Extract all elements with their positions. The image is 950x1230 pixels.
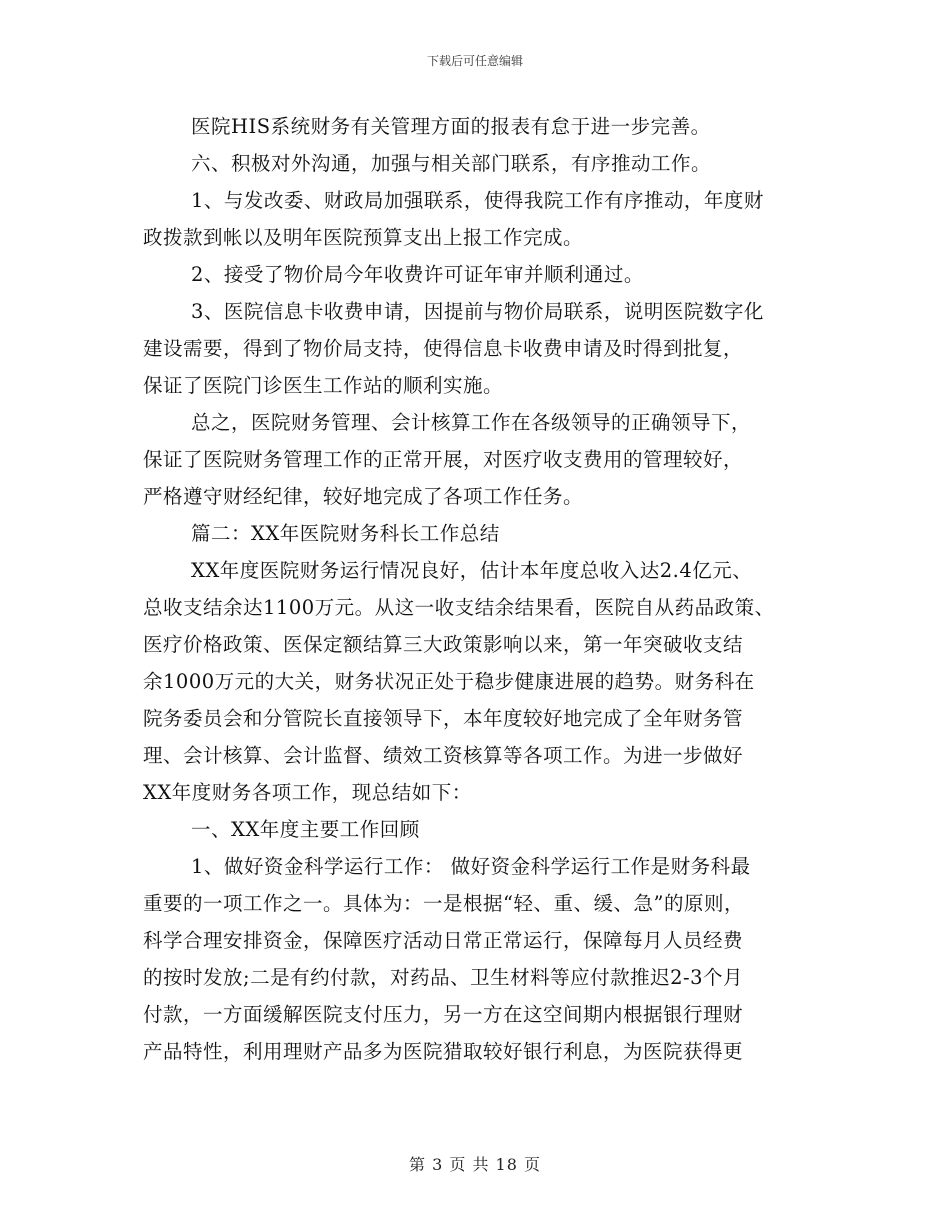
text-line: 保证了医院门诊医生工作站的顺利实施。: [143, 374, 504, 397]
text-line: 严格遵守财经纪律，较好地完成了各项工作任务。: [143, 485, 584, 508]
text-line: 总之，医院财务管理、会计核算工作在各级领导的正确领导下，: [191, 411, 752, 434]
text-line: 付款，一方面缓解医院支付压力，另一方在这空间期内根据银行理财: [143, 1003, 744, 1026]
text-line: 政拨款到帐以及明年医院预算支出上报工作完成。: [143, 226, 584, 249]
text-line: 一、XX年度主要工作回顾: [191, 818, 420, 841]
page-footer: 第 3 页 共 18 页: [409, 1155, 541, 1174]
text-line: 2、接受了物价局今年收费许可证年审并顺利通过。: [191, 263, 644, 286]
text-line: 1、做好资金科学运行工作： 做好资金科学运行工作是财务科最: [191, 855, 751, 878]
text-line: 3、医院信息卡收费申请，因提前与物价局联系，说明医院数字化: [191, 300, 764, 323]
text-line: 科学合理安排资金，保障医疗活动日常正常运行，保障每月人员经费: [143, 929, 744, 952]
text-line: 的按时发放;二是有约付款，对药品、卫生材料等应付款推迟2-3个月: [143, 966, 743, 989]
text-line: 医疗价格政策、医保定额结算三大政策影响以来，第一年突破收支结: [143, 633, 744, 656]
document-body: [143, 108, 823, 1070]
text-line: 院务委员会和分管院长直接领导下，本年度较好地完成了全年财务管: [143, 707, 744, 730]
text-line: XX年度财务各项工作，现总结如下：: [143, 781, 472, 804]
text-line: 篇二：XX年医院财务科长工作总结: [191, 522, 500, 545]
text-line: 理、会计核算、会计监督、绩效工资核算等各项工作。为进一步做好: [143, 744, 744, 767]
text-line: 1、与发改委、财政局加强联系，使得我院工作有序推动，年度财: [191, 189, 764, 212]
text-line: 六、积极对外沟通，加强与相关部门联系，有序推动工作。: [191, 152, 712, 175]
text-line: 医院HIS系统财务有关管理方面的报表有怠于进一步完善。: [191, 115, 711, 138]
text-line: 产品特性，利用理财产品多为医院猎取较好银行利息，为医院获得更: [143, 1040, 744, 1063]
text-line: 重要的一项工作之一。具体为：一是根据“轻、重、缓、急”的原则，: [143, 892, 744, 915]
text-line: 保证了医院财务管理工作的正常开展，对医疗收支费用的管理较好，: [143, 448, 744, 471]
text-line: 余1000万元的大关，财务状况正处于稳步健康进展的趋势。财务科在: [143, 670, 755, 693]
text-line: 总收支结余达1100万元。从这一收支结余结果看，医院自从药品政策、: [143, 596, 775, 619]
text-line: 建设需要，得到了物价局支持，使得信息卡收费申请及时得到批复，: [143, 337, 744, 360]
text-line: XX年度医院财务运行情况良好，估计本年度总收入达2.4亿元、: [191, 559, 753, 582]
page-header: 下载后可任意编辑: [426, 54, 523, 68]
